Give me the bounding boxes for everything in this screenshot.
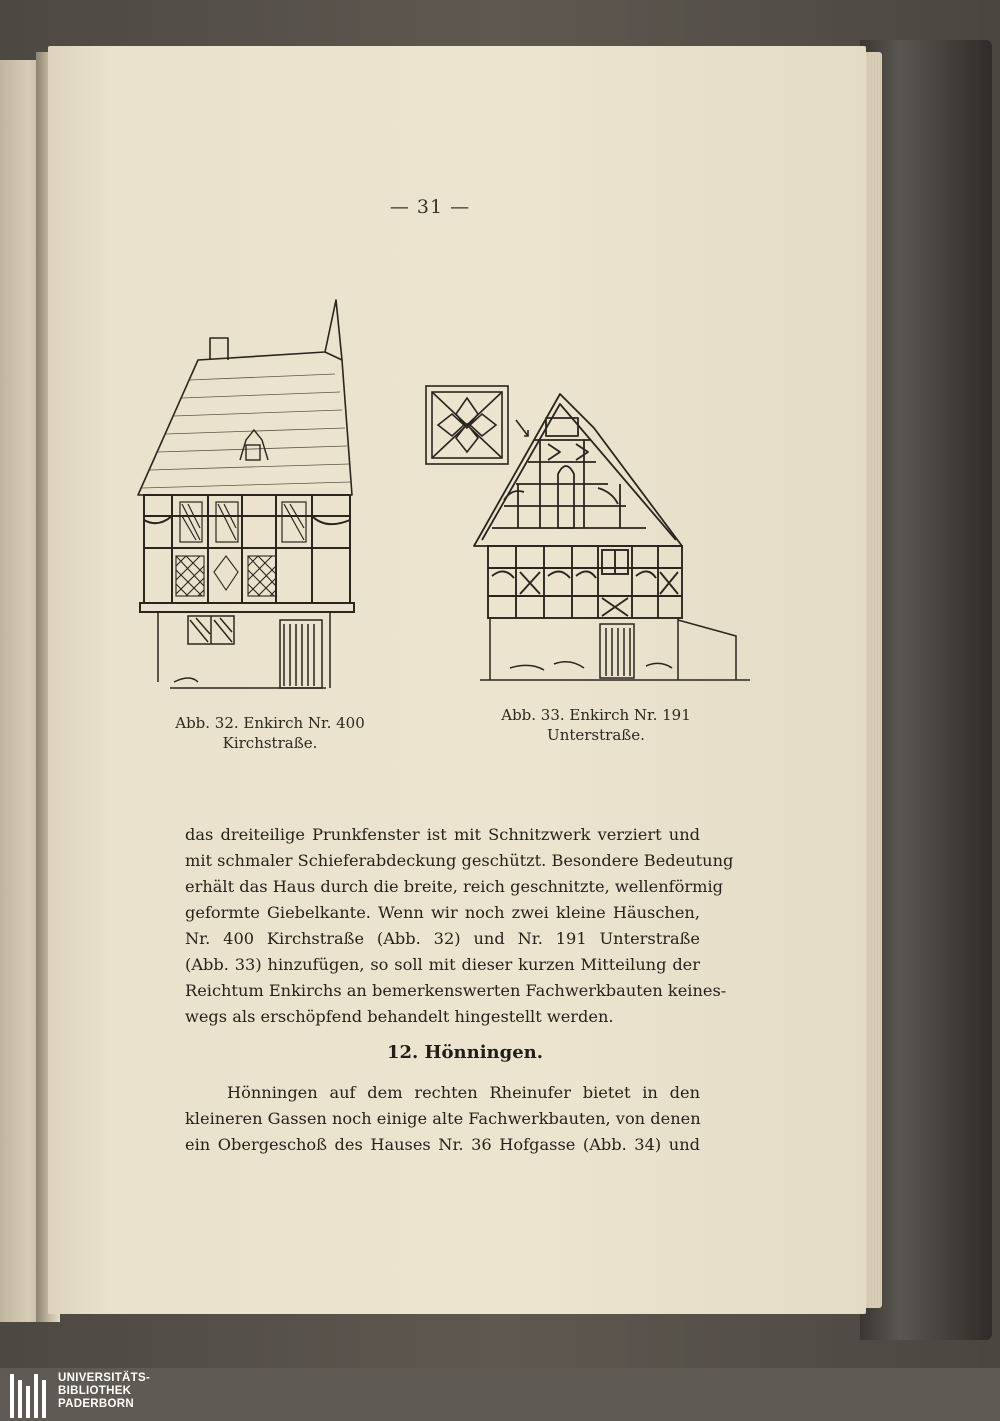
text-line: das dreiteilige Prunkfenster ist mit Schnitzwerk verziert und [185,825,700,844]
text-line: erhält das Haus durch die breite, reich geschnitzte, wellenförmig [185,877,724,896]
figure-caption-abb-32 [150,713,390,753]
text-line: geformte Giebelkante. Wenn wir noch zwei kleine Häuschen, [185,903,700,922]
text-line: Nr. 400 Kirchstraße (Abb. 32) und Nr. 191 Unterstraße [185,929,700,948]
text-line: Reichtum Enkirchs an bemerkenswerten Fachwerkbauten keines- [185,981,727,1000]
library-name-line: PADERBORN [58,1398,134,1410]
text-line: kleineren Gassen noch einige alte Fachwerkbauten, von denen [185,1109,701,1128]
section-heading: 12. Hönningen. [386,1042,544,1063]
caption-line: Abb. 33. Enkirch Nr. 191 [501,706,691,724]
figure-caption-abb-33 [476,705,716,745]
paragraph-enkirch [185,822,734,1030]
house-illustration-abb-33 [420,380,750,690]
text-line: mit schmaler Schieferabdeckung geschützt. Besondere Bedeutung [185,851,734,870]
caption-line: Abb. 32. Enkirch Nr. 400 [175,714,365,732]
caption-line: Kirchstraße. [222,734,318,752]
paragraph-hoenningen [185,1080,700,1158]
text-line: ein Obergeschoß des Hauses Nr. 36 Hofgasse (Abb. 34) und [185,1135,700,1154]
library-logo-icon [10,1374,50,1418]
text-line: Hönningen auf dem rechten Rheinufer bietet in den [227,1083,700,1102]
text-line: wegs als erschöpfend behandelt hingestellt werden. [185,1007,614,1026]
library-name-line: UNIVERSITÄTS- [58,1372,151,1384]
house-illustration-abb-32 [130,290,370,695]
text-line: (Abb. 33) hinzufügen, so soll mit dieser kurzen Mitteilung der [185,955,700,974]
library-name [58,1372,150,1411]
page-number: — 31 — [389,196,471,218]
caption-line: Unterstraße. [547,726,645,744]
library-name-line: BIBLIOTHEK [58,1385,132,1397]
